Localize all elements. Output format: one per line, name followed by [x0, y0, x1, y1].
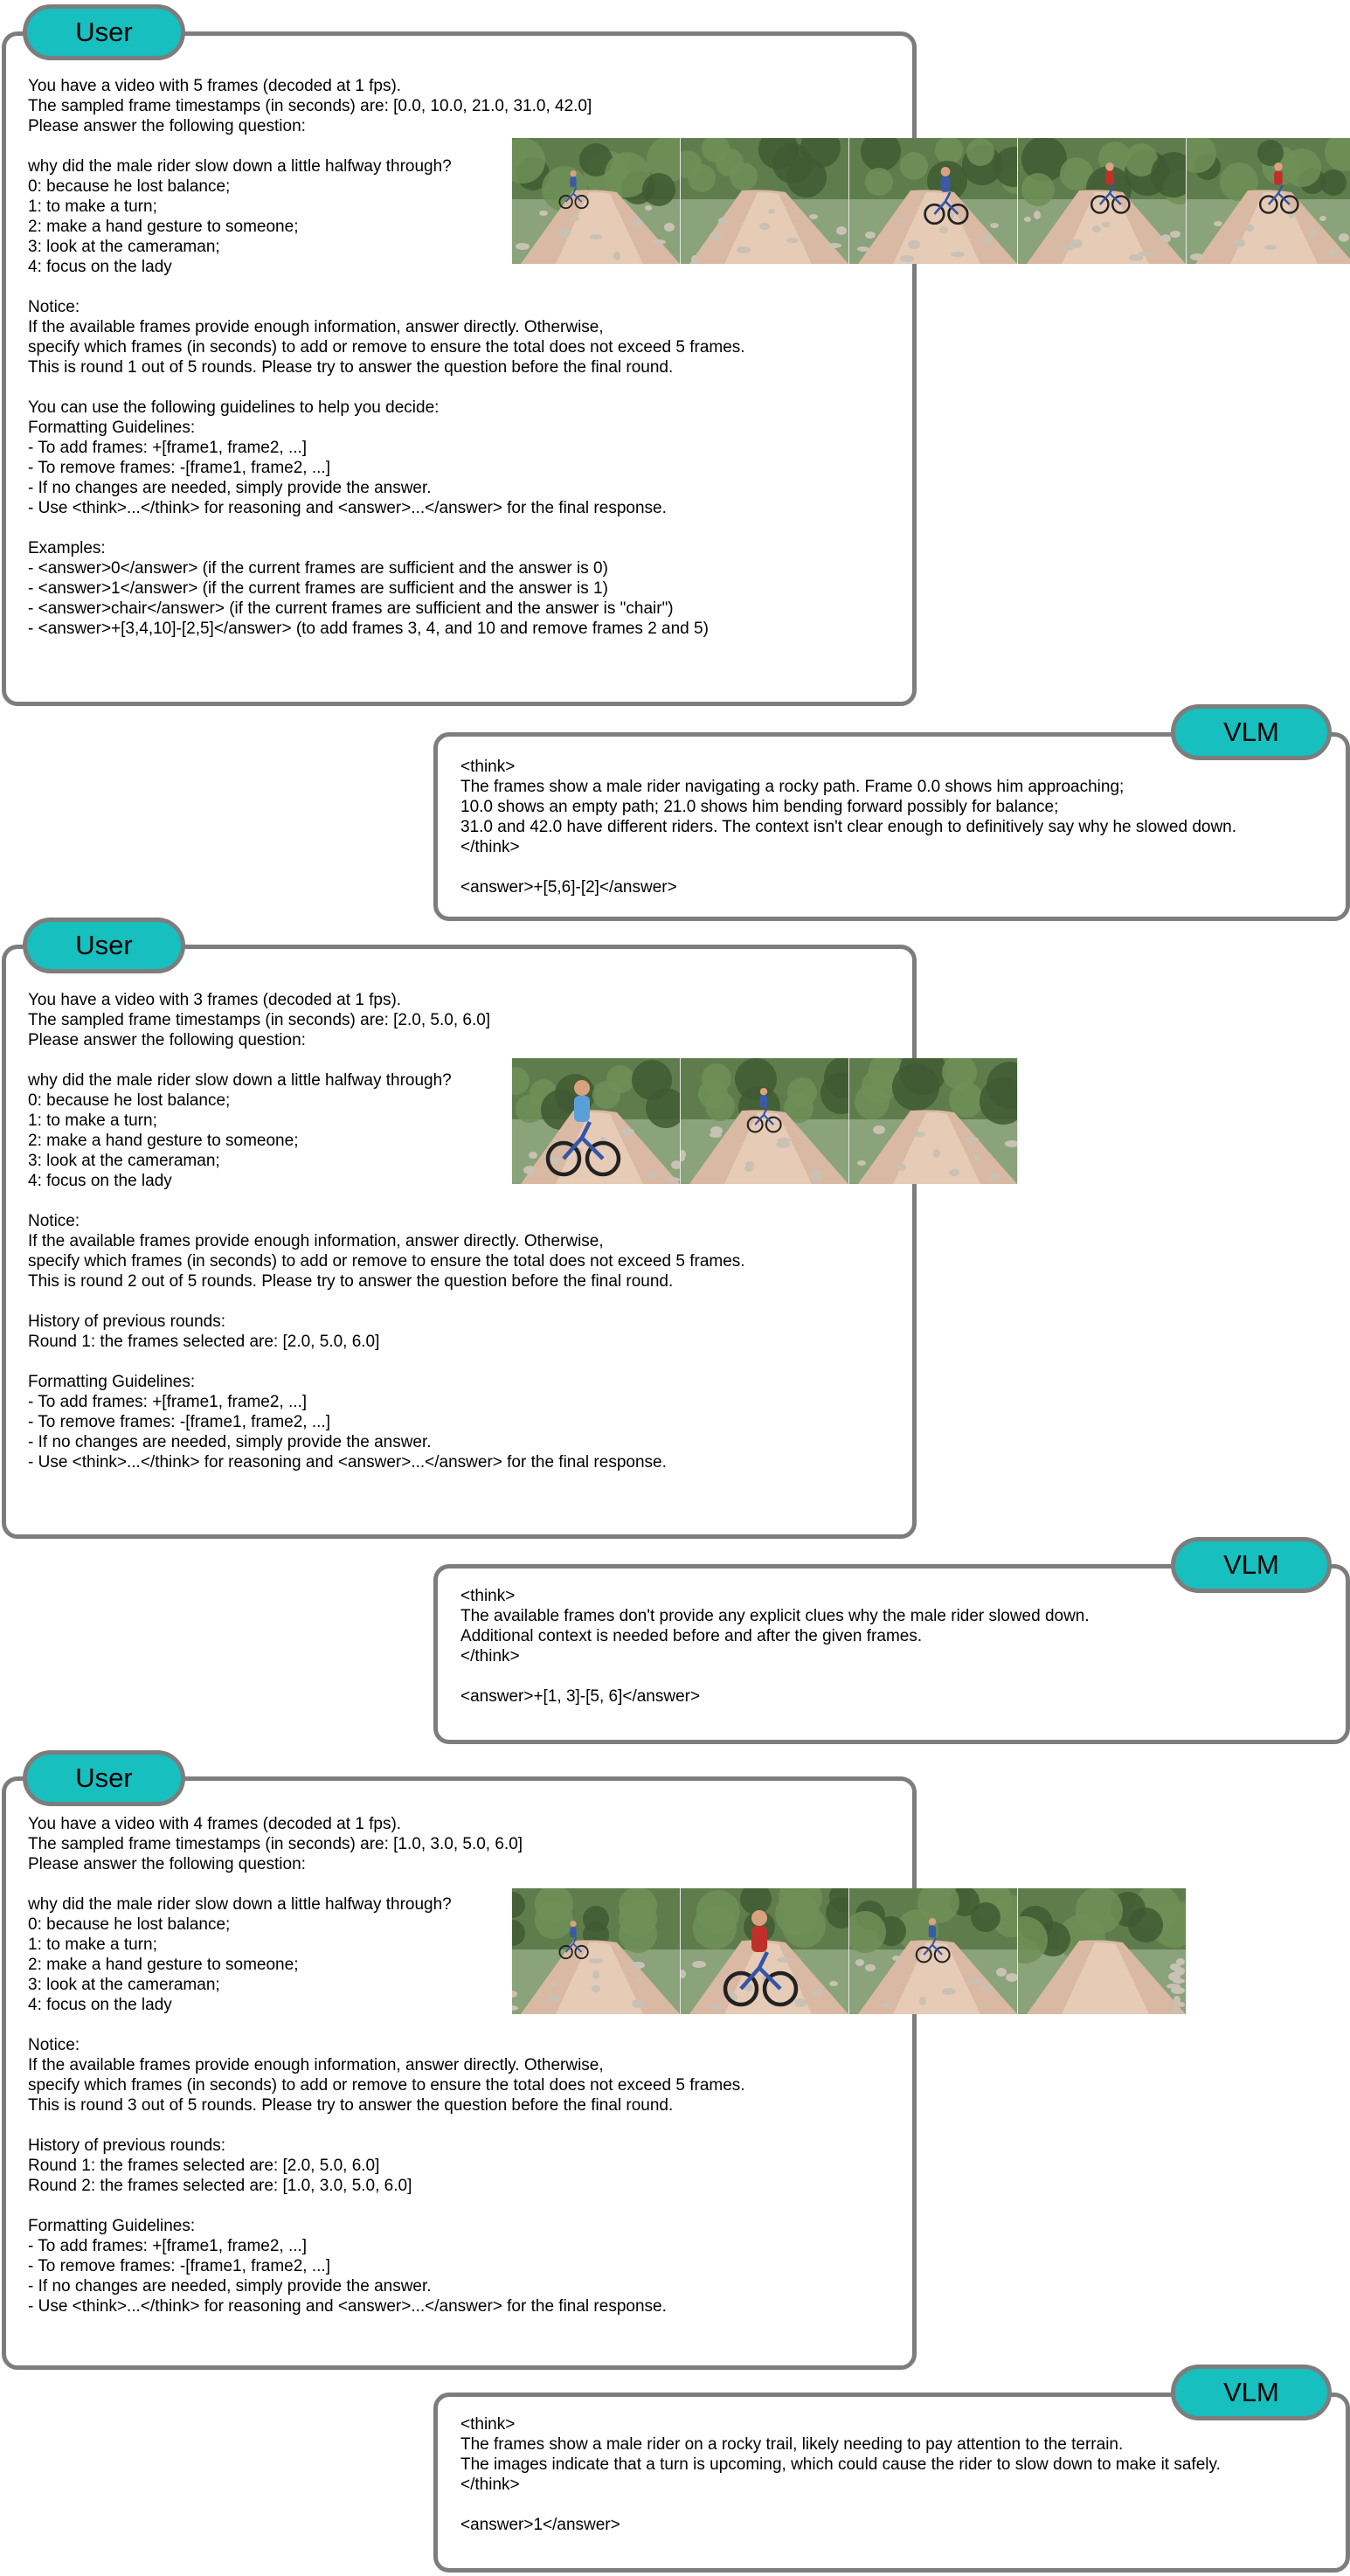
- message-line: <answer>+[1, 3]-[5, 6]</answer>: [460, 1687, 701, 1706]
- message-line: - If no changes are needed, simply provide the answer.: [28, 2277, 432, 2296]
- message-line: The available frames don't provide any explicit clues why the male rider slowed down.: [460, 1607, 1090, 1625]
- message-line: [28, 2015, 745, 2035]
- message-line: - Use <think>...</think> for reasoning and <answer>...</answer> for the final response.: [28, 2297, 667, 2316]
- vlm-role-badge-3: VLM: [1171, 2365, 1332, 2420]
- message-line: The images indicate that a turn is upcoming, which could cause the rider to slow down to make it safely.: [460, 2455, 1221, 2474]
- message-line: Please answer the following question:: [28, 1855, 306, 1873]
- message-line: specify which frames (in seconds) to add or remove to ensure the total does not exceed 5 frames.: [28, 338, 745, 357]
- message-line: The frames show a male rider navigating a rocky path. Frame 0.0 shows him approaching;: [460, 778, 1125, 796]
- message-line: - To remove frames: -[frame1, frame2, ...]: [28, 1413, 330, 1431]
- message-line: The frames show a male rider on a rocky trail, likely needing to pay attention to the terrain.: [460, 2435, 1124, 2454]
- message-line: - <answer>chair</answer> (if the current frames are sufficient and the answer is "chair"): [28, 599, 674, 618]
- message-line: Formatting Guidelines:: [28, 1373, 196, 1391]
- message-line: - To add frames: +[frame1, frame2, ...]: [28, 2237, 308, 2255]
- video-frames-3: [512, 1888, 1187, 2014]
- message-line: - To remove frames: -[frame1, frame2, ...]: [28, 459, 330, 477]
- message-line: Formatting Guidelines:: [28, 2217, 196, 2235]
- message-line: [28, 1191, 745, 1211]
- message-line: If the available frames provide enough information, answer directly. Otherwise,: [28, 318, 604, 336]
- video-frame-thumbnail: [681, 1058, 849, 1184]
- message-line: </think>: [460, 2476, 520, 2494]
- message-line: Additional context is needed before and after the given frames.: [460, 1627, 923, 1645]
- vlm-message-text-1: [460, 757, 1236, 897]
- message-line: - If no changes are needed, simply provide the answer.: [28, 1433, 432, 1451]
- message-line: Please answer the following question:: [28, 117, 306, 135]
- video-frame-thumbnail: [512, 138, 681, 264]
- message-line: [28, 2196, 745, 2216]
- message-line: 3: look at the cameraman;: [28, 1976, 220, 1994]
- message-line: 0: because he lost balance;: [28, 1915, 231, 1934]
- message-line: [28, 1352, 745, 1372]
- message-line: </think>: [460, 838, 520, 856]
- message-line: - If no changes are needed, simply provide the answer.: [28, 479, 432, 497]
- video-frame-thumbnail: [849, 138, 1018, 264]
- message-line: 4: focus on the lady: [28, 1996, 172, 2014]
- video-frame-thumbnail: [849, 1888, 1018, 2014]
- message-line: - To remove frames: -[frame1, frame2, ...]: [28, 2257, 330, 2275]
- message-line: You have a video with 4 frames (decoded at 1 fps).: [28, 1815, 402, 1833]
- message-line: - To add frames: +[frame1, frame2, ...]: [28, 1393, 308, 1411]
- vlm-role-badge-1: VLM: [1171, 704, 1332, 760]
- message-line: If the available frames provide enough information, answer directly. Otherwise,: [28, 1232, 604, 1250]
- message-line: 4: focus on the lady: [28, 1172, 172, 1190]
- message-line: Notice:: [28, 2036, 80, 2054]
- message-line: History of previous rounds:: [28, 1312, 225, 1331]
- video-frame-thumbnail: [1018, 138, 1187, 264]
- video-frame-thumbnail: [512, 1058, 681, 1184]
- message-line: This is round 2 out of 5 rounds. Please try to answer the question before the final round.: [28, 1272, 674, 1291]
- message-line: This is round 1 out of 5 rounds. Please try to answer the question before the final round.: [28, 358, 674, 377]
- message-line: [28, 1291, 745, 1312]
- message-line: 31.0 and 42.0 have different riders. The context isn't clear enough to definitively say why he slowed down.: [460, 818, 1237, 836]
- message-line: 1: to make a turn;: [28, 1935, 157, 1954]
- message-line: 3: look at the cameraman;: [28, 1152, 220, 1170]
- message-line: Notice:: [28, 298, 80, 316]
- message-line: 0: because he lost balance;: [28, 177, 231, 196]
- vlm-message-text-3: [460, 2414, 1221, 2535]
- vlm-role-badge-2: VLM: [1171, 1537, 1332, 1593]
- message-line: 0: because he lost balance;: [28, 1091, 231, 1110]
- video-frame-thumbnail: [681, 1888, 849, 2014]
- user-role-badge-2: User: [23, 918, 185, 973]
- message-line: Examples:: [28, 539, 106, 557]
- message-line: - Use <think>...</think> for reasoning and <answer>...</answer> for the final response.: [28, 1453, 667, 1472]
- message-line: 1: to make a turn;: [28, 197, 157, 216]
- message-line: 4: focus on the lady: [28, 258, 172, 276]
- message-line: - <answer>+[3,4,10]-[2,5]</answer> (to add frames 3, 4, and 10 and remove frames 2 and 5): [28, 620, 709, 638]
- video-frame-thumbnail: [1187, 138, 1350, 264]
- message-line: If the available frames provide enough information, answer directly. Otherwise,: [28, 2056, 604, 2074]
- message-line: Round 1: the frames selected are: [2.0, 5.0, 6.0]: [28, 1333, 380, 1351]
- message-line: </think>: [460, 1647, 520, 1665]
- video-frame-thumbnail: [681, 138, 849, 264]
- message-line: <think>: [460, 1587, 516, 1605]
- message-line: <think>: [460, 758, 516, 776]
- message-line: History of previous rounds:: [28, 2136, 225, 2155]
- message-line: - <answer>0</answer> (if the current frames are sufficient and the answer is 0): [28, 559, 608, 578]
- video-frame-thumbnail: [1018, 1888, 1187, 2014]
- message-line: 10.0 shows an empty path; 21.0 shows him bending forward possibly for balance;: [460, 798, 1059, 816]
- message-line: [28, 277, 745, 297]
- video-frame-thumbnail: [849, 1058, 1018, 1184]
- message-line: 2: make a hand gesture to someone;: [28, 1132, 299, 1150]
- message-line: 1: to make a turn;: [28, 1111, 157, 1130]
- message-line: [460, 1666, 1090, 1686]
- message-line: Please answer the following question:: [28, 1031, 306, 1049]
- message-line: <answer>+[5,6]-[2]</answer>: [460, 878, 677, 897]
- video-frame-thumbnail: [512, 1888, 681, 2014]
- message-line: The sampled frame timestamps (in seconds) are: [1.0, 3.0, 5.0, 6.0]: [28, 1835, 523, 1853]
- message-line: [460, 857, 1236, 877]
- message-line: 3: look at the cameraman;: [28, 238, 220, 256]
- video-frames-2: [512, 1058, 1018, 1184]
- message-line: Formatting Guidelines:: [28, 419, 196, 437]
- message-line: [28, 2116, 745, 2136]
- message-line: [460, 2495, 1221, 2515]
- message-line: The sampled frame timestamps (in seconds) are: [2.0, 5.0, 6.0]: [28, 1011, 491, 1029]
- message-line: 2: make a hand gesture to someone;: [28, 1956, 299, 1974]
- message-line: The sampled frame timestamps (in seconds) are: [0.0, 10.0, 21.0, 31.0, 42.0]: [28, 97, 592, 115]
- user-role-badge-3: User: [23, 1750, 185, 1806]
- message-line: This is round 3 out of 5 rounds. Please try to answer the question before the final round.: [28, 2096, 674, 2115]
- message-line: specify which frames (in seconds) to add or remove to ensure the total does not exceed 5 frames.: [28, 1252, 745, 1271]
- message-line: why did the male rider slow down a little halfway through?: [28, 1895, 452, 1914]
- message-line: [28, 377, 745, 398]
- message-line: 2: make a hand gesture to someone;: [28, 218, 299, 236]
- user-role-badge-1: User: [23, 4, 185, 60]
- message-line: - Use <think>...</think> for reasoning and <answer>...</answer> for the final response.: [28, 499, 667, 517]
- message-line: <think>: [460, 2415, 516, 2434]
- message-line: Round 1: the frames selected are: [2.0, 5.0, 6.0]: [28, 2157, 380, 2175]
- message-line: Notice:: [28, 1212, 80, 1230]
- message-line: [28, 518, 745, 538]
- message-line: You have a video with 3 frames (decoded at 1 fps).: [28, 991, 402, 1009]
- message-line: why did the male rider slow down a little halfway through?: [28, 1071, 452, 1090]
- message-line: - To add frames: +[frame1, frame2, ...]: [28, 439, 308, 457]
- message-line: why did the male rider slow down a little halfway through?: [28, 157, 452, 176]
- vlm-message-text-2: [460, 1586, 1090, 1707]
- message-line: You have a video with 5 frames (decoded at 1 fps).: [28, 77, 402, 95]
- message-line: <answer>1</answer>: [460, 2516, 620, 2534]
- video-frames-1: [512, 138, 1350, 264]
- message-line: Round 2: the frames selected are: [1.0, 3.0, 5.0, 6.0]: [28, 2177, 412, 2195]
- message-line: You can use the following guidelines to help you decide:: [28, 398, 440, 417]
- message-line: - <answer>1</answer> (if the current frames are sufficient and the answer is 1): [28, 579, 608, 598]
- message-line: specify which frames (in seconds) to add or remove to ensure the total does not exceed 5 frames.: [28, 2076, 745, 2095]
